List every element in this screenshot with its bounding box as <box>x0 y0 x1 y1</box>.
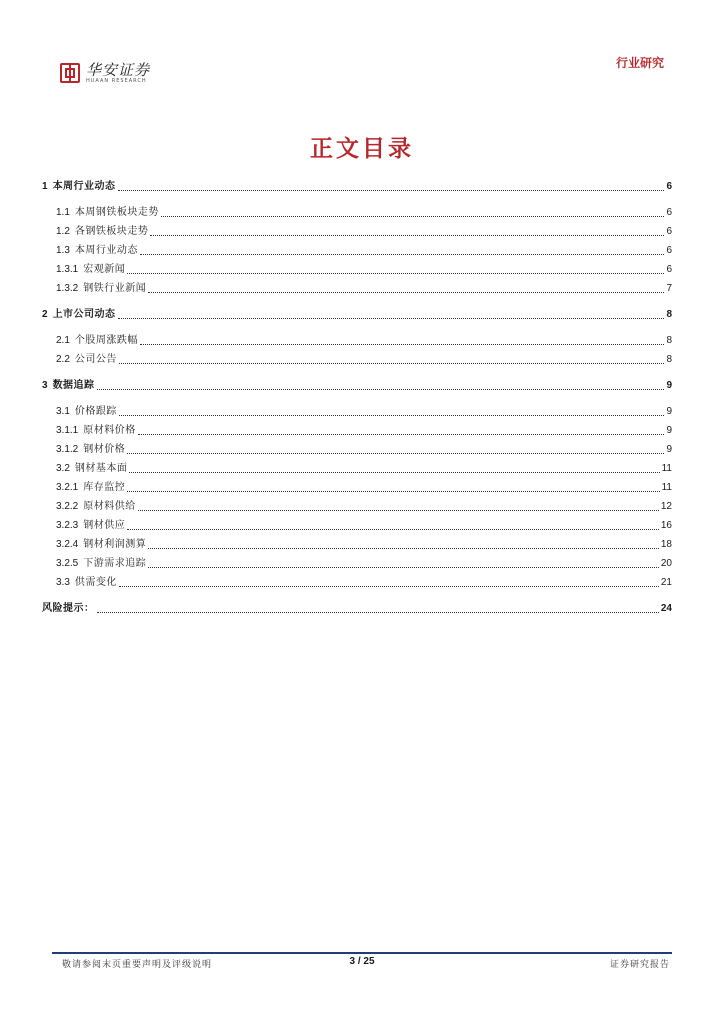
toc-entry-label: 供需变化 <box>74 577 117 588</box>
toc-entry-label: 价格跟踪 <box>74 406 117 417</box>
logo-wordmark-en: HUAAN RESEARCH <box>86 77 147 84</box>
toc-dot-leader <box>138 434 665 435</box>
logo-seal-icon <box>60 63 80 83</box>
toc-entry-number: 1 <box>42 181 48 192</box>
toc-entry[interactable] <box>42 221 672 239</box>
page-header <box>0 0 724 100</box>
toc-entry[interactable] <box>42 598 672 616</box>
toc-entry[interactable] <box>42 202 672 220</box>
toc-entry-page: 7 <box>666 283 672 294</box>
toc-entry-label: 库存监控 <box>83 482 126 493</box>
report-category: 行业研究 <box>615 56 664 70</box>
toc-entry-page: 9 <box>666 425 672 436</box>
toc-entry-page: 21 <box>660 577 672 588</box>
toc-entry[interactable] <box>42 439 672 457</box>
toc-entry-number: 3.1.2 <box>56 444 79 455</box>
toc-dot-leader <box>127 529 659 530</box>
toc-entry[interactable] <box>42 375 672 393</box>
toc-entry-label: 风险提示： <box>42 603 95 614</box>
logo-wordmark-cn: 华安证券 <box>86 60 151 79</box>
toc-entry-label: 本周行业动态 <box>52 181 116 192</box>
toc-entry[interactable] <box>42 240 672 258</box>
toc-entry-page: 6 <box>666 245 672 256</box>
toc-dot-leader <box>127 491 659 492</box>
toc-entry-number: 3.3 <box>56 577 70 588</box>
footer-report-type: 证券研究报告 <box>609 960 670 970</box>
toc-dot-leader <box>118 190 665 191</box>
toc-entry-page: 20 <box>660 558 672 569</box>
toc-entry-label: 本周行业动态 <box>74 245 138 256</box>
toc-entry-label: 本周钢铁板块走势 <box>74 207 159 218</box>
toc-entry-label: 钢材供应 <box>83 520 126 531</box>
toc-entry[interactable] <box>42 458 672 476</box>
toc-entry-page: 6 <box>666 264 672 275</box>
toc-entry-number: 1.2 <box>56 226 70 237</box>
toc-entry[interactable] <box>42 259 672 277</box>
toc-dot-leader <box>119 586 659 587</box>
toc-entry[interactable] <box>42 534 672 552</box>
page-number: 3 / 25 <box>349 956 375 967</box>
toc-entry-label: 上市公司动态 <box>52 309 116 320</box>
page-title: 正文目录 <box>310 135 414 162</box>
toc-entry-label: 钢材利润测算 <box>83 539 147 550</box>
toc-entry-label: 钢铁行业新闻 <box>83 283 147 294</box>
toc-dot-leader <box>148 567 659 568</box>
toc-entry-page: 9 <box>666 406 672 417</box>
toc-entry-number: 3.1 <box>56 406 70 417</box>
toc-entry-label: 原材料供给 <box>83 501 136 512</box>
toc-dot-leader <box>148 292 664 293</box>
toc-entry[interactable] <box>42 572 672 590</box>
footer-divider <box>52 952 672 954</box>
toc-entry-page: 8 <box>666 335 672 346</box>
toc-entry-number: 3.2.3 <box>56 520 79 531</box>
toc-entry-label: 下游需求追踪 <box>83 558 147 569</box>
toc-entry-number: 3.2.5 <box>56 558 79 569</box>
toc-dot-leader <box>127 273 664 274</box>
toc-entry-page: 11 <box>661 482 672 493</box>
toc-entry-page: 18 <box>660 539 672 550</box>
toc-entry[interactable] <box>42 401 672 419</box>
toc-entry-page: 9 <box>666 444 672 455</box>
toc-dot-leader <box>97 612 659 613</box>
toc-entry[interactable] <box>42 349 672 367</box>
toc-entry-page: 24 <box>660 603 672 614</box>
toc-entry[interactable] <box>42 515 672 533</box>
toc-entry-page: 8 <box>666 354 672 365</box>
toc-entry-page: 12 <box>660 501 672 512</box>
toc-entry-label: 原材料价格 <box>83 425 136 436</box>
toc-entry-number: 3.2.2 <box>56 501 79 512</box>
toc-entry-page: 9 <box>666 380 672 391</box>
toc-dot-leader <box>127 453 664 454</box>
company-logo <box>60 60 150 86</box>
toc-entry[interactable] <box>42 477 672 495</box>
toc-entry[interactable] <box>42 330 672 348</box>
toc-entry-page: 16 <box>660 520 672 531</box>
toc-entry-number: 2.1 <box>56 335 70 346</box>
toc-entry-label: 钢材价格 <box>83 444 126 455</box>
toc-dot-leader <box>161 216 665 217</box>
toc-dot-leader <box>119 415 665 416</box>
toc-entry-number: 1.3.1 <box>56 264 79 275</box>
toc-entry-label: 公司公告 <box>74 354 117 365</box>
toc-entry[interactable] <box>42 278 672 296</box>
toc-dot-leader <box>97 389 665 390</box>
toc-dot-leader <box>140 344 665 345</box>
toc-entry-number: 3.2.1 <box>56 482 79 493</box>
toc-dot-leader <box>148 548 659 549</box>
toc-entry-label: 各钢铁板块走势 <box>74 226 149 237</box>
toc-entry-number: 3.2.4 <box>56 539 79 550</box>
toc-dot-leader <box>150 235 664 236</box>
toc-entry-page: 8 <box>666 309 672 320</box>
toc-dot-leader <box>129 472 659 473</box>
toc-entry-page: 11 <box>661 463 672 474</box>
toc-entry-number: 2.2 <box>56 354 70 365</box>
toc-entry-label: 钢材基本面 <box>74 463 128 474</box>
toc-dot-leader <box>118 318 665 319</box>
toc-entry[interactable] <box>42 496 672 514</box>
toc-entry-number: 1.3 <box>56 245 70 256</box>
toc-entry-page: 6 <box>666 226 672 237</box>
toc-entry-label: 数据追踪 <box>52 380 95 391</box>
toc-entry-page: 6 <box>666 181 672 192</box>
toc-entry[interactable] <box>42 176 672 194</box>
toc-entry-page: 6 <box>666 207 672 218</box>
toc-dot-leader <box>140 254 665 255</box>
toc-entry-number: 1.1 <box>56 207 70 218</box>
toc-entry-number: 1.3.2 <box>56 283 79 294</box>
toc-entry-label: 个股周涨跌幅 <box>74 335 138 346</box>
toc-entry-number: 2 <box>42 309 48 320</box>
toc-dot-leader <box>119 363 665 364</box>
toc-entry[interactable] <box>42 304 672 322</box>
toc-entry[interactable] <box>42 553 672 571</box>
toc-dot-leader <box>138 510 659 511</box>
toc-entry-number: 3.1.1 <box>56 425 79 436</box>
toc-entry-number: 3.2 <box>56 463 70 474</box>
toc-entry-number: 3 <box>42 380 48 391</box>
footer-disclaimer: 敬请参阅末页重要声明及评级说明 <box>62 960 213 970</box>
toc-entry-label: 宏观新闻 <box>83 264 126 275</box>
toc-entry[interactable] <box>42 420 672 438</box>
